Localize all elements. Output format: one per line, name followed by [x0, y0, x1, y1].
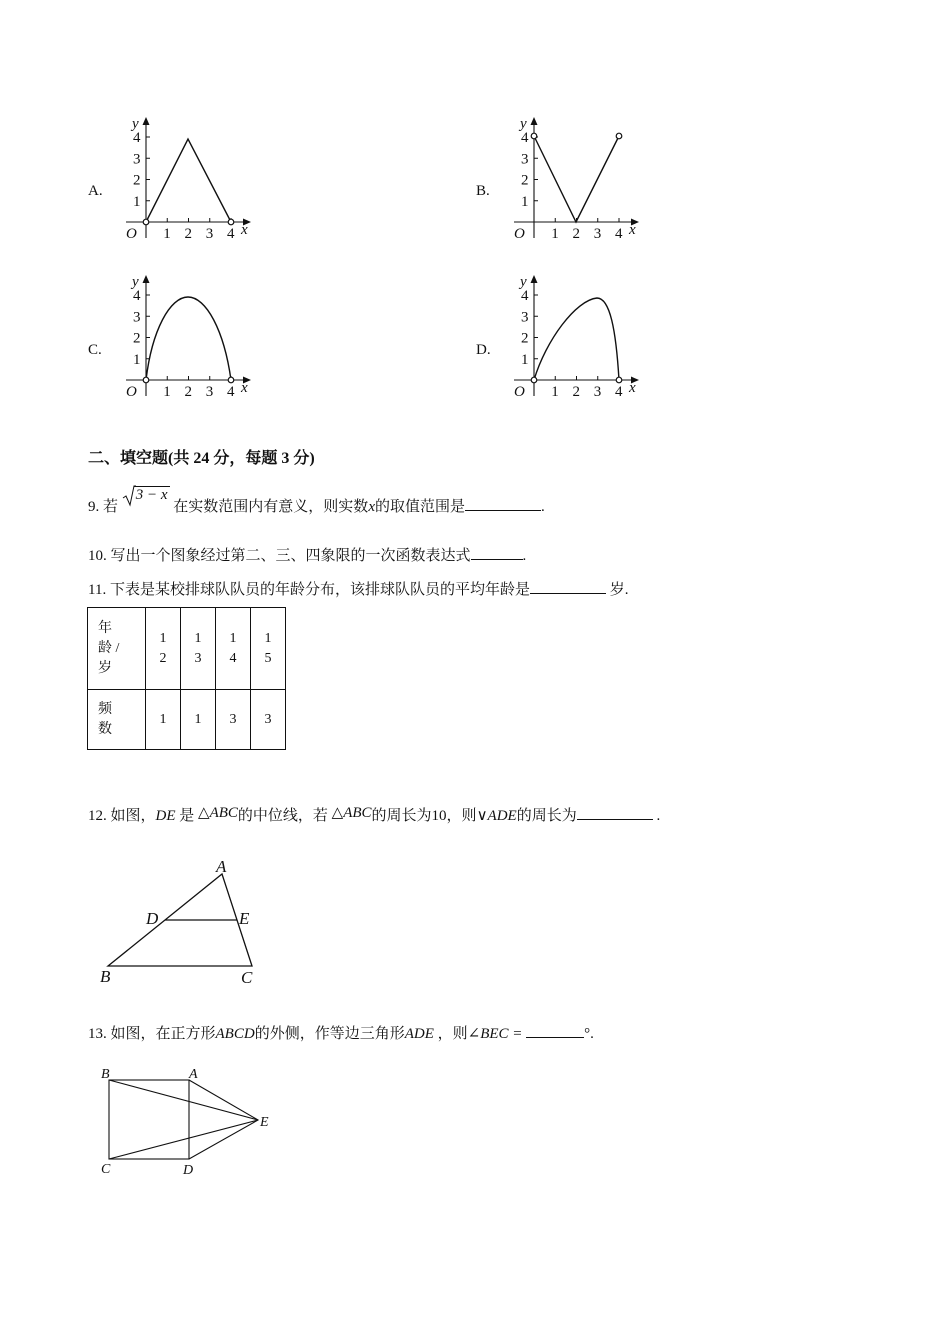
question-number: 12. — [88, 808, 107, 824]
open-endpoint — [616, 377, 622, 383]
option-c-label: C. — [88, 342, 102, 358]
x-tick-label: 1 — [163, 384, 171, 400]
x-axis-label: x — [241, 380, 248, 396]
x-tick-label: 4 — [615, 384, 623, 400]
sqrt-expression: 3 − x — [122, 487, 170, 504]
row-header-age: 年 龄 / 岁 — [88, 608, 146, 690]
y-axis-arrow — [531, 117, 538, 125]
y-tick-label: 2 — [521, 172, 529, 189]
x-tick-label: 3 — [593, 384, 602, 400]
x-tick-label: 2 — [184, 384, 192, 400]
y-axis-label: y — [520, 274, 527, 290]
y-tick-label: 2 — [521, 330, 529, 347]
x-tick-label: 4 — [227, 384, 235, 400]
y-axis-label: y — [132, 274, 139, 290]
option-a-label: A. — [88, 183, 103, 199]
vertex-label: A — [189, 1067, 198, 1082]
graph-curve — [146, 297, 231, 380]
x-tick-label: 2 — [572, 384, 580, 400]
vertex-label: B — [100, 967, 111, 986]
question-number: 11. — [88, 582, 107, 598]
question-number: 13. — [88, 1026, 107, 1042]
option-d-graph — [506, 270, 646, 405]
y-tick-label: 1 — [521, 193, 529, 210]
open-endpoint — [228, 219, 234, 225]
option-c-graph — [118, 270, 258, 405]
graph-line — [534, 136, 619, 222]
x-tick-label: 1 — [551, 384, 559, 400]
y-axis-label: y — [132, 116, 139, 132]
x-tick-label: 4 — [227, 226, 235, 242]
age-distribution-table — [87, 607, 286, 750]
y-axis-arrow — [143, 275, 150, 283]
y-axis-arrow — [531, 275, 538, 283]
vertex-label: B — [101, 1067, 110, 1082]
vertex-label: E — [239, 909, 250, 928]
x-axis-label: x — [629, 222, 636, 238]
frequency-cell: 3 — [251, 690, 286, 750]
frequency-cell: 3 — [216, 690, 251, 750]
origin-label: O — [126, 384, 137, 400]
age-cell: 1 2 — [146, 608, 181, 690]
y-tick-label: 1 — [521, 351, 529, 368]
origin-label: O — [126, 226, 137, 242]
open-endpoint — [531, 377, 537, 383]
y-tick-label: 3 — [521, 309, 529, 326]
question-number: 10. — [88, 548, 107, 564]
x-tick-label: 2 — [184, 226, 192, 242]
vertex-label: C — [101, 1162, 111, 1177]
y-tick-label: 2 — [133, 172, 141, 189]
y-axis-arrow — [143, 117, 150, 125]
question-12: 12. 如图，DE 是 △ABC的中位线，若 △ABC的周长为10，则∨ADE的周长为 . — [88, 805, 661, 824]
option-b-label: B. — [476, 183, 490, 199]
x-axis-label: x — [629, 380, 636, 396]
question-number: 9. — [88, 499, 100, 515]
y-axis-label: y — [520, 116, 527, 132]
open-endpoint — [228, 377, 234, 383]
x-tick-label: 3 — [593, 226, 602, 242]
x-tick-label: 4 — [615, 226, 623, 242]
open-endpoint — [616, 133, 622, 139]
y-tick-label: 1 — [133, 351, 141, 368]
vertex-label: C — [241, 968, 253, 987]
row-header-frequency: 频 数 — [88, 690, 146, 750]
age-cell: 1 5 — [251, 608, 286, 690]
section-title: 二、填空题(共 24 分，每题 3 分) — [88, 450, 315, 467]
y-tick-label: 4 — [133, 130, 141, 146]
option-b-graph — [506, 112, 646, 247]
x-tick-label: 1 — [163, 226, 171, 242]
graph-line — [146, 139, 231, 222]
answer-blank[interactable] — [577, 807, 653, 820]
vertex-label: E — [260, 1115, 269, 1130]
option-a-graph — [118, 112, 258, 247]
question-13: 13. 如图，在正方形ABCD的外侧，作等边三角形ADE ，则∠BEC = °. — [88, 1026, 594, 1042]
x-tick-label: 3 — [205, 384, 214, 400]
y-tick-label: 1 — [133, 193, 141, 210]
y-tick-label: 4 — [521, 288, 529, 304]
question-10: 10. 写出一个图象经过第二、三、四象限的一次函数表达式 . — [88, 548, 527, 564]
open-endpoint — [143, 377, 149, 383]
x-tick-label: 3 — [205, 226, 214, 242]
x-axis-label: x — [241, 222, 248, 238]
x-tick-label: 1 — [551, 226, 559, 242]
y-tick-label: 3 — [133, 151, 141, 168]
triangle-figure — [95, 852, 270, 992]
age-cell: 1 3 — [181, 608, 216, 690]
frequency-cell: 1 — [146, 690, 181, 750]
vertex-label: A — [216, 857, 227, 876]
y-tick-label: 4 — [133, 288, 141, 304]
answer-blank[interactable] — [530, 581, 606, 594]
question-11: 11. 下表是某校排球队队员的年龄分布，该排球队队员的平均年龄是 岁. — [88, 582, 629, 598]
frequency-cell: 1 — [181, 690, 216, 750]
age-cell: 1 4 — [216, 608, 251, 690]
open-endpoint — [531, 133, 537, 139]
graph-curve — [534, 298, 619, 380]
square-triangle-figure — [96, 1062, 281, 1180]
answer-blank[interactable] — [471, 547, 523, 560]
option-d-label: D. — [476, 342, 491, 358]
question-9: 9. 若 3 − x 在实数范围内有意义，则实数x的取值范围是 . — [88, 487, 545, 515]
x-tick-label: 2 — [572, 226, 580, 242]
open-endpoint — [143, 219, 149, 225]
y-tick-label: 2 — [133, 330, 141, 347]
vertex-label: D — [146, 909, 159, 928]
y-tick-label: 3 — [521, 151, 529, 168]
origin-label: O — [514, 384, 525, 400]
origin-label: O — [514, 226, 525, 242]
y-tick-label: 3 — [133, 309, 141, 326]
vertex-label: D — [183, 1163, 194, 1178]
answer-blank[interactable] — [526, 1025, 584, 1038]
y-tick-label: 4 — [521, 130, 529, 146]
answer-blank[interactable] — [465, 498, 541, 511]
